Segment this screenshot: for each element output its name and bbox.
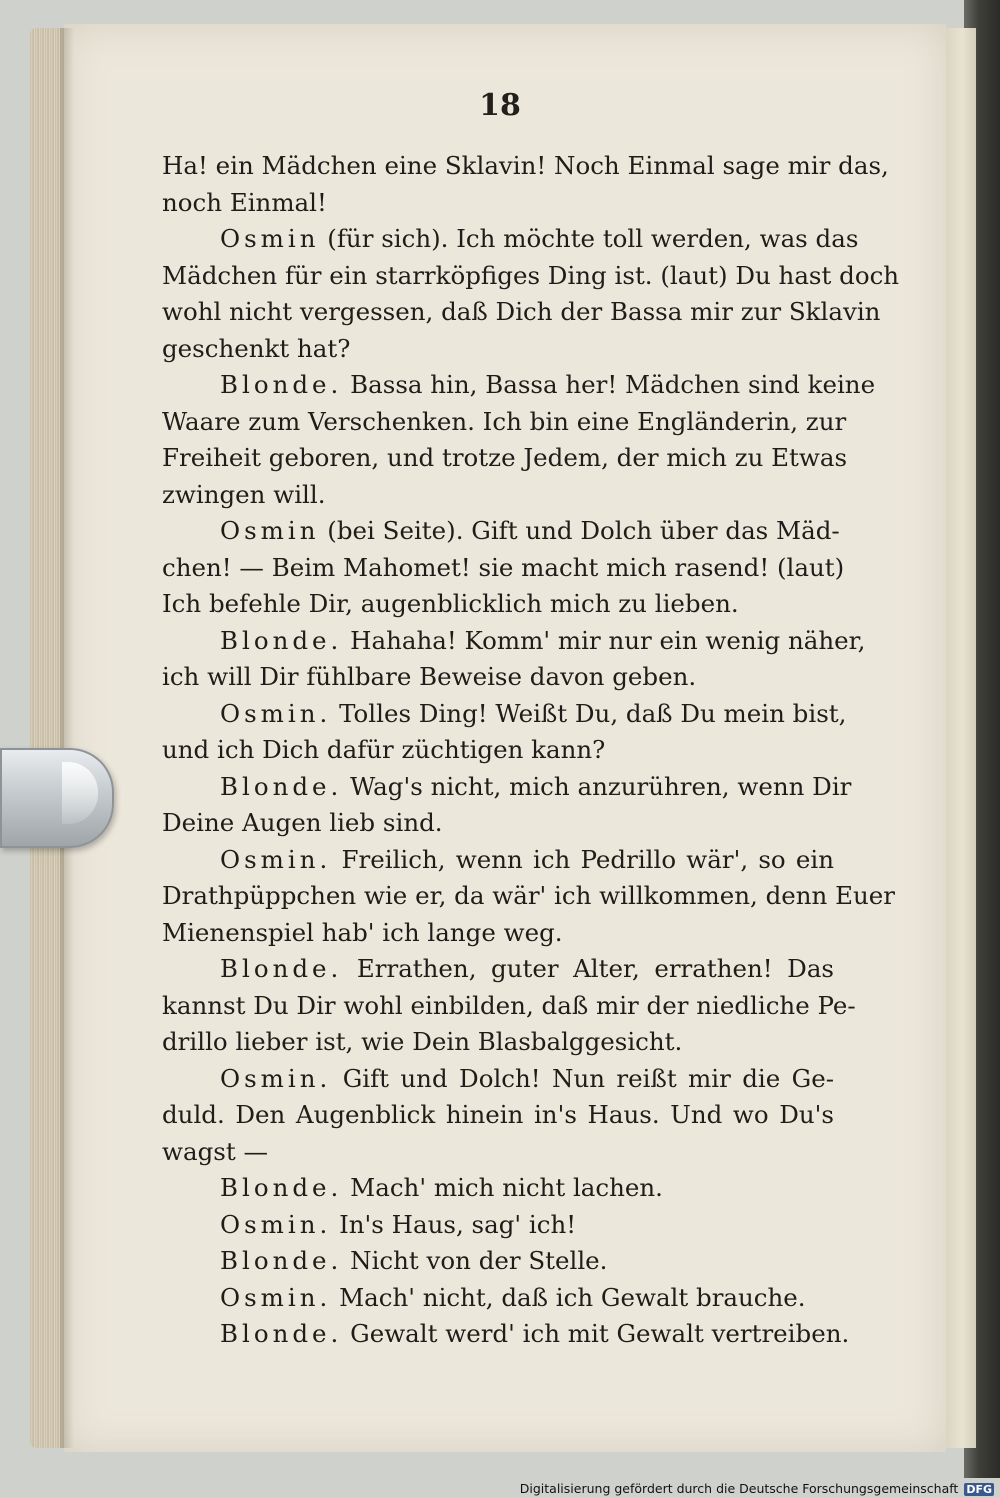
text-line — [162, 185, 834, 222]
text-line — [162, 1061, 834, 1098]
line-text: Freiheit geboren, und trotze Jedem, der mich zu Etwas — [162, 443, 848, 472]
text-line — [162, 769, 852, 806]
text-line — [162, 732, 834, 769]
line-text: Errathen, guter Alter, errathen! Das — [342, 954, 834, 983]
speaker-name: Blonde. — [220, 370, 343, 399]
line-text: wohl nicht vergessen, daß Dich der Bassa mir zur Sklavin — [162, 297, 881, 326]
text-line — [162, 331, 834, 368]
line-text: Mach' mich nicht lachen. — [342, 1173, 663, 1202]
text-line — [162, 988, 856, 1025]
speaker-name: Blonde. — [220, 625, 343, 655]
text-line — [162, 1207, 834, 1244]
line-text: Gewalt werd' ich mit Gewalt vertreiben. — [342, 1319, 850, 1348]
text-line — [162, 1097, 834, 1134]
text-line — [162, 586, 834, 623]
line-text: chen! — Beim Mahomet! sie macht mich rasend! (laut) — [162, 552, 845, 582]
line-text: drillo lieber ist, wie Dein Blasbalggesicht. — [162, 1027, 683, 1056]
speaker-name: Blonde. — [220, 1246, 343, 1275]
line-text: kannst Du Dir wohl einbilden, daß mir der niedliche Pe- — [162, 990, 856, 1020]
speaker-name: Blonde. — [220, 1173, 343, 1202]
speaker-name: Osmin. — [220, 1063, 332, 1093]
digitization-credit — [520, 1481, 994, 1496]
line-text: Drathpüppchen wie er, da wär' ich willkommen, denn Euer — [162, 881, 895, 910]
text-line — [162, 367, 876, 404]
line-text: Ich befehle Dir, augenblicklich mich zu lieben. — [162, 589, 739, 618]
text-line — [162, 878, 895, 915]
text-line — [162, 1170, 834, 1207]
page-number: 18 — [479, 88, 521, 123]
speaker-name: Osmin — [220, 516, 320, 545]
line-text: Freilich, wenn ich Pedrillo wär', so ein — [331, 844, 834, 874]
line-text: In's Haus, sag' ich! — [331, 1209, 577, 1239]
line-text: Tolles Ding! Weißt Du, daß Du mein bist, — [331, 698, 847, 728]
line-text: noch Einmal! — [162, 187, 327, 217]
speaker-name: Osmin — [220, 224, 320, 253]
text-line — [162, 550, 845, 587]
line-text: Gift und Dolch! Nun reißt mir die Ge- — [331, 1063, 834, 1093]
text-line — [162, 696, 847, 733]
line-text: Hahaha! Komm' mir nur ein wenig näher, — [342, 625, 866, 655]
line-text: duld. Den Augenblick hinein in's Haus. Und wo Du's — [162, 1100, 834, 1129]
line-text: ich will Dir fühlbare Beweise davon geben. — [162, 662, 697, 691]
text-line — [162, 1134, 834, 1171]
line-text: wagst — — [162, 1136, 268, 1166]
page-text-block — [162, 148, 900, 1353]
speaker-name: Blonde. — [220, 771, 343, 801]
text-line — [162, 951, 834, 988]
line-text: Mienenspiel hab' ich lange weg. — [162, 917, 563, 947]
text-line — [162, 1316, 850, 1353]
line-text: Mach' nicht, daß ich Gewalt brauche. — [331, 1282, 806, 1312]
text-line — [162, 404, 847, 441]
text-line — [162, 842, 834, 879]
text-line — [162, 915, 834, 952]
dfg-logo: DFG — [966, 1483, 992, 1496]
line-text: geschenkt hat? — [162, 333, 351, 363]
page-gutter-shadow — [60, 28, 74, 1448]
speaker-name: Blonde. — [220, 954, 343, 983]
speaker-name: Osmin. — [220, 1282, 332, 1312]
text-line — [162, 258, 900, 295]
line-text: Mädchen für ein starrköpfiges Ding ist. (laut) Du hast doch — [162, 260, 900, 290]
line-text: zwingen will. — [162, 479, 326, 509]
line-text: (für sich). Ich möchte toll werden, was das — [319, 224, 859, 253]
line-text: Waare zum Verschenken. Ich bin eine Engländerin, zur — [162, 406, 847, 436]
text-line — [162, 440, 848, 477]
line-text: (bei Seite). Gift und Dolch über das Mäd- — [319, 516, 840, 545]
text-line — [162, 659, 834, 696]
text-line — [162, 623, 866, 660]
credit-text: Digitalisierung gefördert durch die Deutsche Forschungsgemeinschaft — [519, 1481, 959, 1496]
text-line — [162, 221, 859, 258]
speaker-name: Osmin. — [220, 844, 332, 874]
text-line — [162, 1280, 834, 1317]
text-line — [162, 294, 881, 331]
speaker-name: Blonde. — [220, 1319, 343, 1348]
text-line — [162, 1243, 834, 1280]
text-line — [162, 805, 834, 842]
line-text: und ich Dich dafür züchtigen kann? — [162, 735, 606, 764]
line-text: Bassa hin, Bassa her! Mädchen sind keine — [342, 370, 876, 399]
text-line — [162, 148, 889, 185]
line-text: Deine Augen lieb sind. — [162, 808, 443, 837]
speaker-name: Osmin. — [220, 698, 332, 728]
text-line — [162, 1024, 834, 1061]
text-line — [162, 477, 834, 514]
line-text: Wag's nicht, mich anzurühren, wenn Dir — [342, 771, 852, 801]
line-text: Ha! ein Mädchen eine Sklavin! Noch Einmal sage mir das, — [162, 151, 889, 180]
text-line — [162, 513, 840, 550]
speaker-name: Osmin. — [220, 1209, 332, 1239]
line-text: Nicht von der Stelle. — [342, 1246, 608, 1275]
